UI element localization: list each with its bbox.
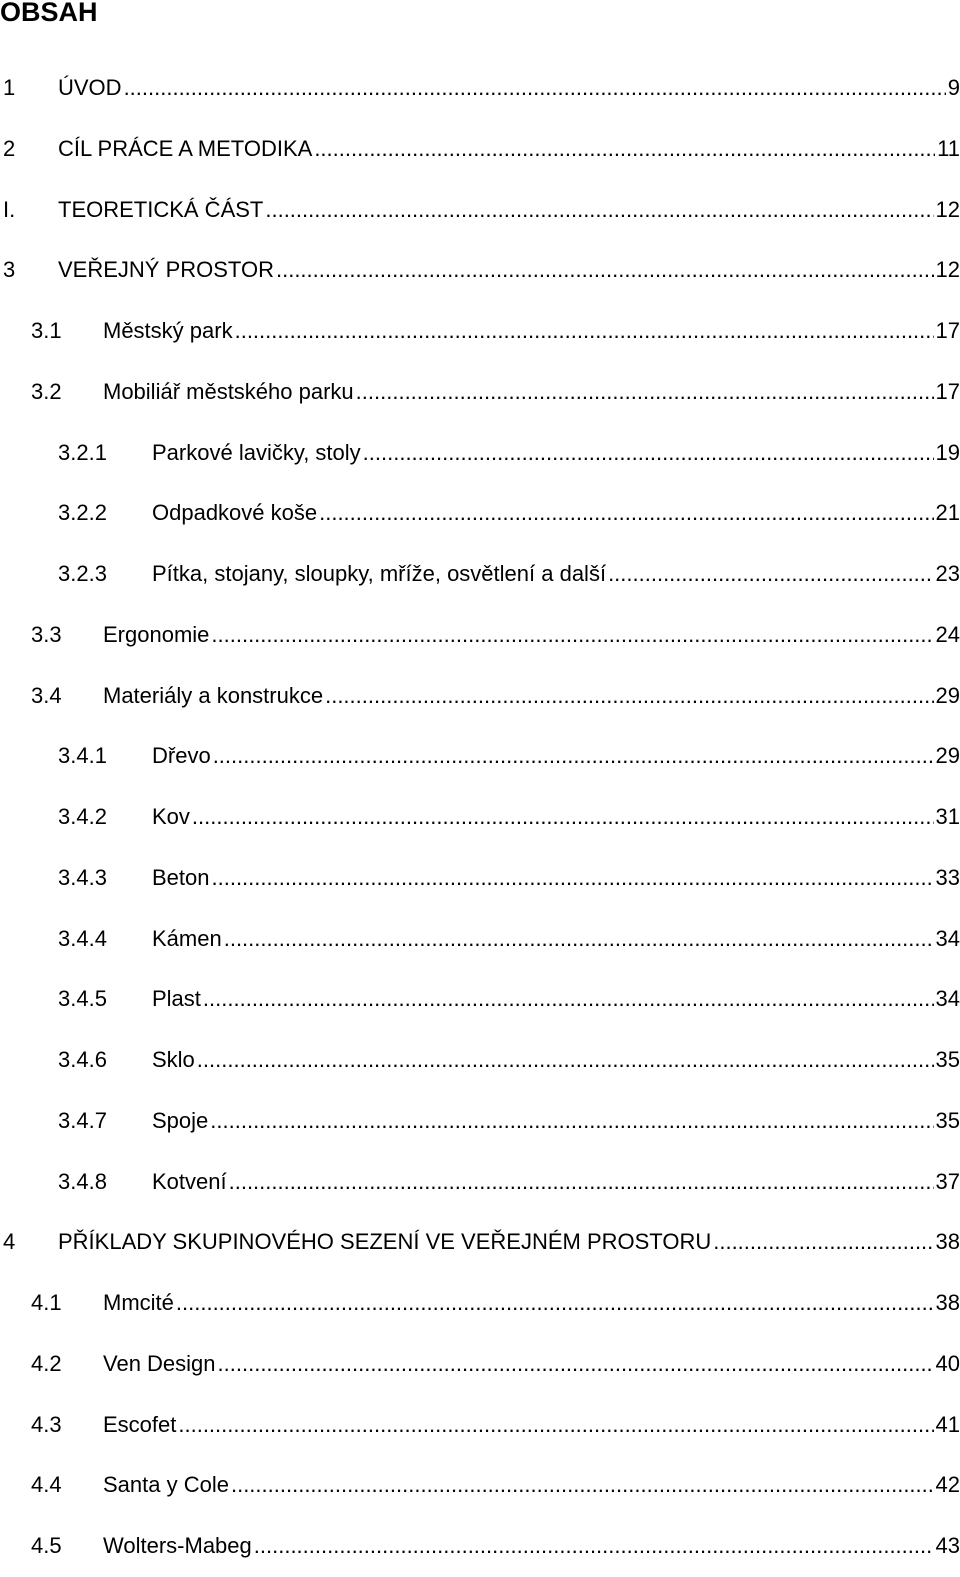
toc-entry-title: PŘÍKLADY SKUPINOVÉHO SEZENÍ VE VEŘEJNÉM PROSTORU — [58, 1229, 712, 1255]
toc-entry-number: 3.3 — [31, 621, 62, 647]
toc-entry-title: CÍL PRÁCE A METODIKA — [58, 135, 313, 161]
toc-entry-pitka-stojany[interactable] — [0, 544, 960, 605]
toc-entry-odpadkove-kose[interactable] — [0, 483, 960, 544]
toc-entry-number: 4 — [3, 1229, 16, 1255]
toc-entry-number: 1 — [3, 75, 16, 100]
toc-entry-number: 3.4.8 — [58, 1168, 107, 1194]
toc-entry-number: 3.4.1 — [58, 743, 107, 769]
toc-entry-spoje[interactable] — [0, 1091, 960, 1152]
dot-leader — [211, 620, 933, 650]
table-of-contents — [0, 58, 960, 1577]
dot-leader — [210, 1106, 933, 1136]
toc-entry-page: 9 — [947, 75, 960, 100]
toc-entry-page: 19 — [935, 439, 960, 465]
dot-leader — [176, 1288, 934, 1318]
toc-entry-number: 2 — [3, 135, 16, 161]
toc-entry-page: 43 — [935, 1533, 960, 1558]
toc-entry-title: Mobiliář městského parku — [103, 378, 354, 404]
toc-entry-title: Beton — [152, 864, 210, 890]
toc-entry-ergonomie[interactable] — [0, 605, 960, 666]
toc-entry-drevo[interactable] — [0, 726, 960, 787]
dot-leader — [192, 802, 934, 832]
toc-entry-page: 31 — [935, 804, 960, 829]
toc-entry-page: 33 — [935, 864, 960, 890]
toc-entry-title: Kámen — [152, 925, 222, 951]
toc-entry-number: 3.4.7 — [58, 1107, 107, 1133]
toc-entry-plast[interactable] — [0, 969, 960, 1030]
toc-entry-page: 29 — [935, 743, 960, 769]
toc-entry-title: Mmcité — [103, 1290, 174, 1315]
toc-entry-number: 4.3 — [31, 1411, 62, 1437]
toc-entry-page: 11 — [937, 135, 960, 161]
toc-entry-number: 3 — [3, 257, 16, 283]
toc-entry-title: Městský park — [103, 318, 233, 343]
toc-entry-number: 4.1 — [31, 1290, 62, 1315]
toc-entry-title: Ergonomie — [103, 621, 210, 647]
toc-entry-teoreticka-cast[interactable] — [0, 180, 960, 241]
dot-leader — [314, 134, 935, 164]
toc-entry-mestsky-park[interactable] — [0, 301, 960, 362]
toc-entry-title: Materiály a konstrukce — [103, 682, 324, 708]
dot-leader — [356, 377, 934, 407]
toc-entry-page: 40 — [935, 1350, 960, 1376]
toc-entry-page: 34 — [935, 986, 960, 1012]
toc-entry-page: 38 — [935, 1229, 960, 1255]
toc-entry-number: I. — [3, 196, 16, 222]
toc-entry-title: Dřevo — [152, 743, 211, 769]
toc-entry-page: 41 — [935, 1411, 960, 1437]
toc-entry-materialy[interactable] — [0, 666, 960, 727]
toc-entry-cil-prace[interactable] — [0, 119, 960, 180]
toc-entry-verejny-prostor[interactable] — [0, 240, 960, 301]
toc-entry-number: 3.4.5 — [58, 986, 107, 1012]
dot-leader — [229, 1167, 934, 1197]
toc-entry-page: 34 — [935, 925, 960, 951]
toc-entry-page: 24 — [935, 621, 960, 647]
dot-leader — [235, 316, 934, 346]
toc-entry-page: 21 — [935, 500, 960, 526]
toc-entry-page: 37 — [935, 1168, 960, 1194]
toc-entry-page: 42 — [935, 1472, 960, 1498]
dot-leader — [212, 863, 934, 893]
toc-entry-kotveni[interactable] — [0, 1152, 960, 1213]
toc-entry-title: TEORETICKÁ ČÁST — [58, 196, 264, 222]
toc-entry-title: Plast — [152, 986, 201, 1012]
toc-entry-number: 3.2 — [31, 378, 62, 404]
toc-entry-page: 17 — [935, 318, 960, 343]
toc-entry-title: Parkové lavičky, stoly — [152, 439, 361, 465]
dot-leader — [218, 1349, 934, 1379]
toc-entry-parkove-lavicky[interactable] — [0, 423, 960, 484]
toc-entry-page: 35 — [935, 1107, 960, 1133]
toc-entry-title: Santa y Cole — [103, 1472, 229, 1498]
toc-entry-number: 3.1 — [31, 318, 62, 343]
toc-entry-title: Pítka, stojany, sloupky, mříže, osvětlení a další — [152, 561, 607, 586]
toc-entry-title: Escofet — [103, 1411, 177, 1437]
toc-entry-number: 4.5 — [31, 1533, 62, 1558]
toc-entry-number: 3.4.3 — [58, 864, 107, 890]
toc-entry-number: 3.2.3 — [58, 561, 107, 586]
toc-entry-priklady[interactable] — [0, 1212, 960, 1273]
toc-entry-beton[interactable] — [0, 848, 960, 909]
toc-entry-number: 3.2.2 — [58, 500, 107, 526]
dot-leader — [224, 924, 934, 954]
dot-leader — [713, 1227, 933, 1257]
dot-leader — [608, 559, 933, 589]
toc-entry-mobiliar[interactable] — [0, 362, 960, 423]
dot-leader — [254, 1531, 934, 1561]
dot-leader — [276, 255, 934, 285]
toc-entry-uvod[interactable] — [0, 58, 960, 119]
dot-leader — [197, 1045, 934, 1075]
toc-entry-title: Wolters-Mabeg — [103, 1533, 252, 1558]
toc-entry-title: Spoje — [152, 1107, 209, 1133]
toc-entry-mmcite[interactable] — [0, 1273, 960, 1334]
dot-leader — [124, 73, 946, 103]
toc-entry-number: 4.2 — [31, 1350, 62, 1376]
dot-leader — [363, 438, 934, 468]
dot-leader — [265, 195, 933, 225]
toc-entry-page: 23 — [935, 561, 960, 586]
toc-entry-title: Sklo — [152, 1047, 195, 1072]
dot-leader — [319, 498, 933, 528]
toc-entry-title: Kov — [152, 804, 190, 829]
toc-entry-santa-y-cole[interactable] — [0, 1455, 960, 1516]
toc-entry-ven-design[interactable] — [0, 1334, 960, 1395]
toc-entry-title: Ven Design — [103, 1350, 216, 1376]
toc-entry-page: 17 — [935, 378, 960, 404]
toc-entry-page: 35 — [935, 1047, 960, 1072]
toc-entry-title: VEŘEJNÝ PROSTOR — [58, 257, 274, 283]
toc-entry-kov[interactable] — [0, 787, 960, 848]
toc-entry-number: 3.4 — [31, 682, 62, 708]
page-title: OBSAH — [0, 0, 98, 27]
toc-entry-sklo[interactable] — [0, 1030, 960, 1091]
dot-leader — [325, 681, 933, 711]
toc-entry-number: 3.4.6 — [58, 1047, 107, 1072]
toc-entry-escofet[interactable] — [0, 1395, 960, 1456]
toc-entry-number: 3.2.1 — [58, 439, 107, 465]
toc-entry-title: Kotvení — [152, 1168, 227, 1194]
toc-entry-page: 29 — [935, 682, 960, 708]
toc-entry-number: 3.4.4 — [58, 925, 107, 951]
dot-leader — [213, 741, 934, 771]
dot-leader — [178, 1410, 933, 1440]
toc-entry-page: 38 — [935, 1290, 960, 1315]
toc-entry-page: 12 — [935, 257, 960, 283]
toc-entry-kamen[interactable] — [0, 909, 960, 970]
toc-entry-number: 4.4 — [31, 1472, 62, 1498]
toc-entry-title: Odpadkové koše — [152, 500, 318, 526]
dot-leader — [231, 1470, 934, 1500]
toc-entry-title: ÚVOD — [58, 75, 122, 100]
toc-entry-page: 12 — [935, 196, 960, 222]
toc-entry-wolters-mabeg[interactable] — [0, 1516, 960, 1577]
toc-entry-number: 3.4.2 — [58, 804, 107, 829]
dot-leader — [203, 984, 934, 1014]
